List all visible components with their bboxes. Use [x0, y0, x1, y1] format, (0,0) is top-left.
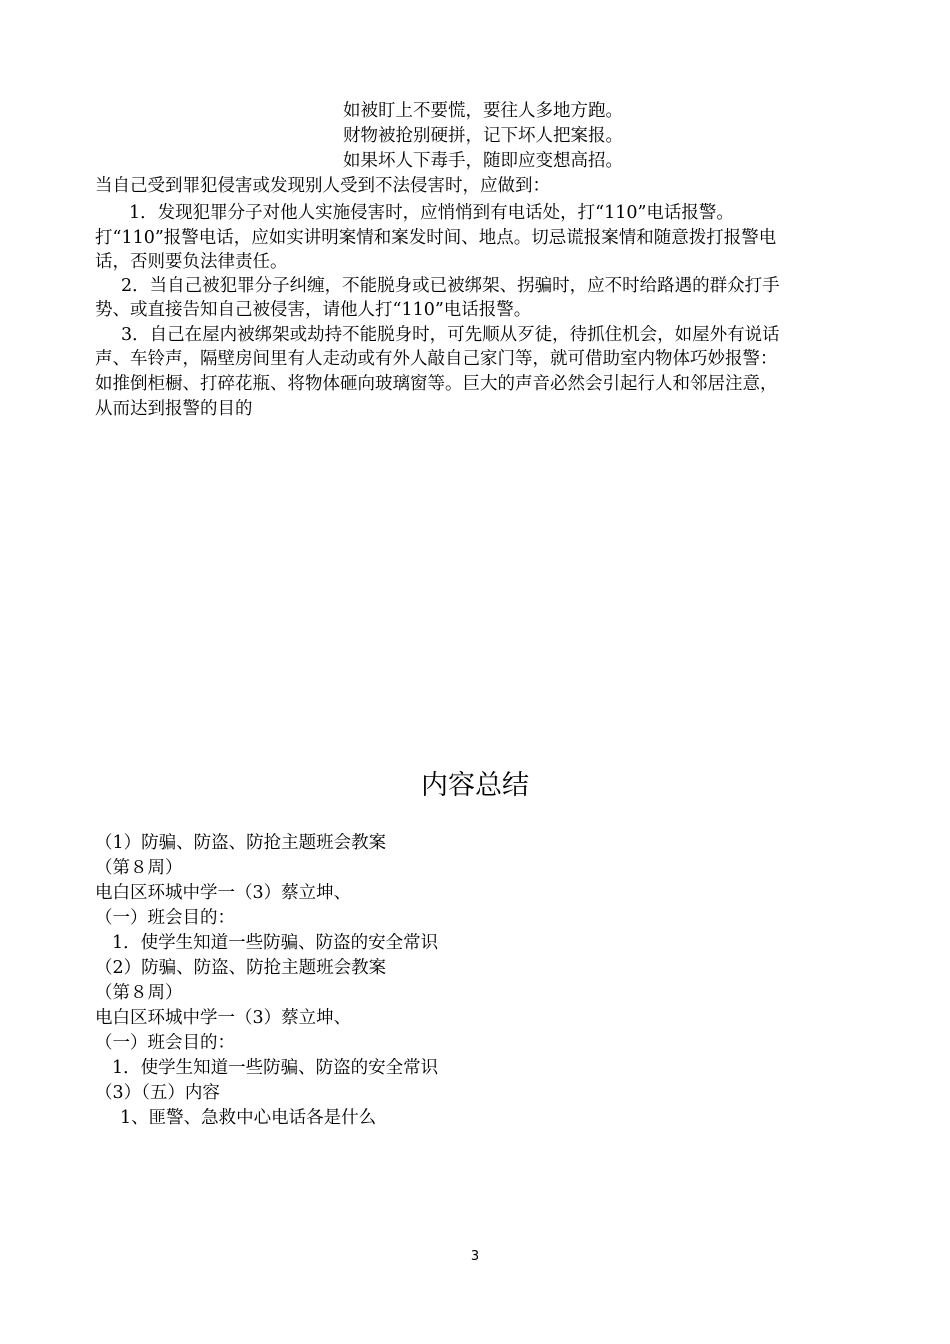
- summary-line: （3）（五）内容: [95, 1083, 220, 1103]
- paragraph-line: 声、车铃声，隔壁房间里有人走动或有外人敲自己家门等，就可借助室内物体巧妙报警：: [95, 349, 778, 369]
- summary-line: （第８周）: [95, 983, 183, 1003]
- paragraph-line: 2．当自己被犯罪分子纠缠，不能脱身或已被绑架、拐骗时，应不时给路遇的群众打手: [121, 276, 780, 296]
- summary-line: （第８周）: [95, 858, 183, 878]
- summary-line: 1．使学生知道一些防骗、防盗的安全常识: [112, 1058, 439, 1078]
- verse-line: 如被盯上不要慌，要往人多地方跑。: [343, 101, 623, 121]
- summary-line: 1．使学生知道一些防骗、防盗的安全常识: [112, 933, 439, 953]
- paragraph-line: 打“110”报警电话，应如实讲明案情和案发时间、地点。切忌谎报案情和随意拨打报警电: [95, 228, 777, 248]
- summary-line: 1、匪警、急救中心电话各是什么: [120, 1108, 377, 1128]
- summary-line: （一）班会目的：: [95, 1033, 235, 1053]
- paragraph-line: 从而达到报警的目的: [95, 399, 253, 419]
- paragraph-line: 话，否则要负法律责任。: [95, 252, 288, 272]
- summary-title: 内容总结: [421, 770, 529, 801]
- verse-line: 如果坏人下毒手，随即应变想高招。: [343, 151, 623, 171]
- paragraph-line: 1．发现犯罪分子对他人实施侵害时，应悄悄到有电话处，打“110”电话报警。: [129, 203, 734, 223]
- page-number: 3: [470, 1249, 480, 1264]
- paragraph-line: 当自己受到罪犯侵害或发现别人受到不法侵害时，应做到：: [95, 176, 550, 196]
- summary-line: （2）防骗、防盗、防抢主题班会教案: [95, 958, 387, 978]
- verse-line: 财物被抢别硬拼，记下坏人把案报。: [343, 126, 623, 146]
- paragraph-line: 如推倒柜橱、打碎花瓶、将物体砸向玻璃窗等。巨大的声音必然会引起行人和邻居注意，: [95, 374, 778, 394]
- summary-line: 电白区环城中学一（3）蔡立坤、: [95, 883, 352, 903]
- summary-line: （一）班会目的：: [95, 908, 235, 928]
- paragraph-line: 势、或直接告知自己被侵害，请他人打“110”电话报警。: [95, 300, 532, 320]
- paragraph-line: 3．自己在屋内被绑架或劫持不能脱身时，可先顺从歹徒，待抓住机会，如屋外有说话: [121, 325, 780, 345]
- summary-line: 电白区环城中学一（3）蔡立坤、: [95, 1008, 352, 1028]
- summary-line: （1）防骗、防盗、防抢主题班会教案: [95, 833, 387, 853]
